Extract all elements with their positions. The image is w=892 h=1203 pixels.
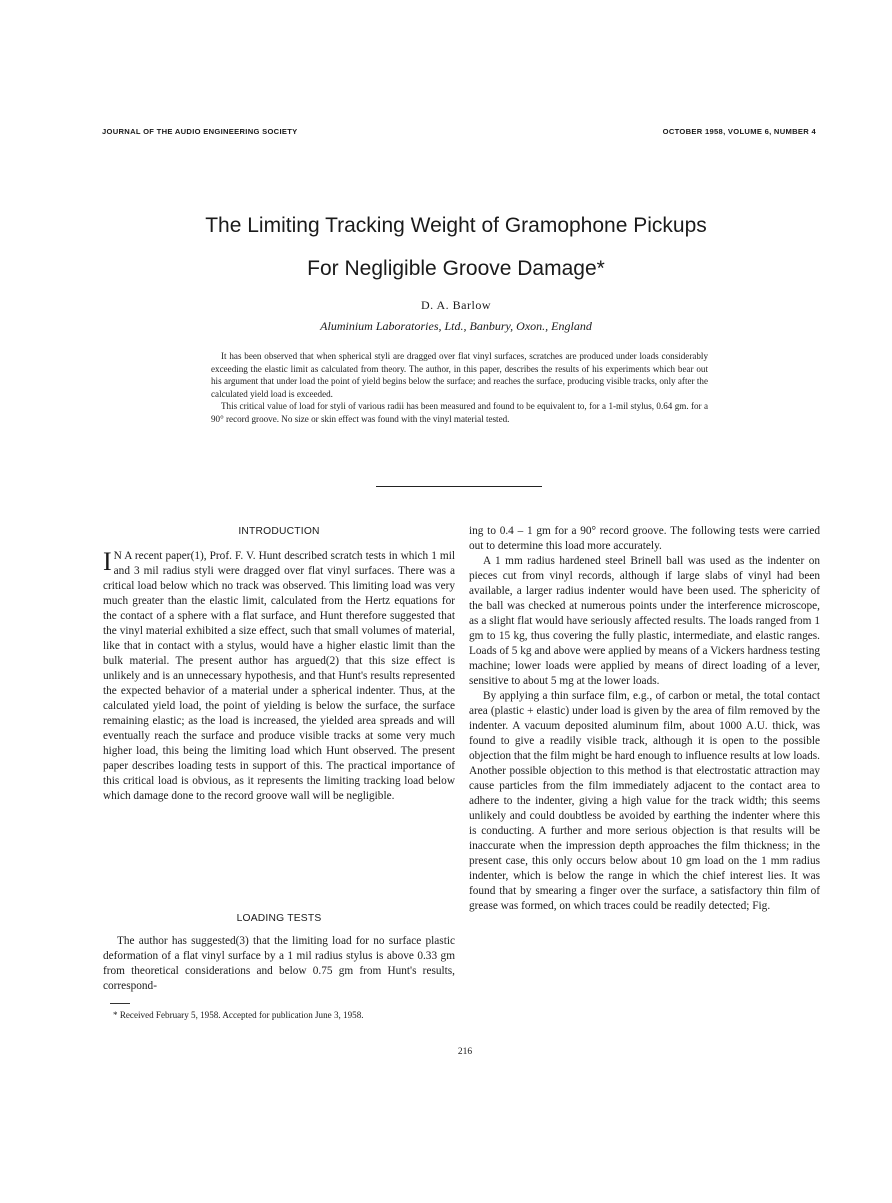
introduction-body: [103, 549, 455, 804]
right-paragraph-2: A 1 mm radius hardened steel Brinell ball was used as the indenter on pieces cut from vinyl records, although if large slabs of vinyl had been available, a larger radius indenter would have been used. The sphericity of the ball was checked at numerous points under the interference microscope, as a slight flat would have seriously affected results. The loads ranged from 1 gm to 15 kg, thus covering the fully plastic, intermediate, and elastic ranges. Loads of 5 kg and above were applied by means of a Vickers hardness testing machine; lower loads were applied by means of direct loading of a lever, sensitive to about 5 mg at the lower loads.: [469, 555, 820, 687]
section-heading-loading-tests: LOADING TESTS: [236, 913, 322, 924]
separator-rule: [376, 486, 542, 487]
drop-cap: I: [103, 547, 112, 576]
right-column-body: [469, 524, 820, 914]
right-paragraph-1: ing to 0.4 – 1 gm for a 90° record groove. The following tests were carried out to determine this load more accurately.: [469, 525, 820, 552]
author-name: D. A. Barlow: [421, 298, 491, 312]
footnote: * Received February 5, 1958. Accepted for publication June 3, 1958.: [113, 1010, 364, 1020]
author-affiliation: Aluminium Laboratories, Ltd., Banbury, Oxon., England: [320, 319, 592, 333]
abstract-paragraph-2: This critical value of load for styli of various radii has been measured and found to be equivalent to, for a 1-mil stylus, 0.64 gm. for a 90° record groove. No size or skin effect was found with the vinyl material tested.: [211, 401, 708, 424]
abstract-paragraph-1: It has been observed that when spherical styli are dragged over flat vinyl surfaces, scratches are produced under loads considerably exceeding the elastic limit as calculated from theory. The author, in this paper, describes the results of his experiments which bear out his argument that under load the point of yield begins below the surface; and reaches the surface, producing visible tracks, only after the calculated yield load is exceeded.: [211, 351, 708, 399]
paper-title-line2: For Negligible Groove Damage*: [307, 257, 605, 280]
issue-header: OCTOBER 1958, VOLUME 6, NUMBER 4: [662, 127, 816, 136]
paper-title-line1: The Limiting Tracking Weight of Gramophone Pickups: [205, 214, 707, 237]
introduction-paragraph: [103, 549, 455, 804]
page-number: 216: [457, 1047, 473, 1057]
right-paragraph-3: By applying a thin surface film, e.g., of carbon or metal, the total contact area (plastic + elastic) under load is given by the area of film removed by the indenter. A vacuum deposited aluminum film, about 1000 A.U. thick, was found to give a readily visible track, although it is open to the possible objection that the film might be hard enough to influence results at low loads. Another possible objection to this method is that electrostatic attraction may cause particles from the film immediately adjacent to the contact area to adhere to the indenter, giving a high value for the track width; this seems unlikely and could doubtless be avoided by earthing the indenter where this is conducting. A further and more serious objection is that results will be inaccurate when the impression depth approaches the film thickness; in the present case, this only occurs below about 10 gm load on the 1 mm radius indenter, which is below the range in which the chief interest lies. It was found that by smearing a finger over the surface, a satisfactory thin film of grease was formed, on which traces could be readily detected; Fig.: [469, 690, 820, 912]
loading-tests-body: [103, 934, 455, 994]
journal-header: JOURNAL OF THE AUDIO ENGINEERING SOCIETY: [102, 127, 298, 136]
introduction-text: N A recent paper(1), Prof. F. V. Hunt described scratch tests in which 1 mil and 3 mil radius styli were dragged over flat vinyl surfaces. There was a critical load below which no track was observed. This limiting load was very much greater than the elastic limit, calculated from the Hertz equations for the contact of a sphere with a flat surface, and Hunt therefore suggested that the vinyl material exhibited a size effect, such that small volumes of material, like that in contact with a stylus, would have a higher elastic limit than the bulk material. The present author has argued(2) that this size effect is unlikely and is an unnecessary hypothesis, and that Hunt's results represented the expected behavior of a material under a spherical indenter. Thus, at the calculated yield load, the point of yielding is below the surface, the surface remaining elastic; as the load is increased, the yielded area spreads and will eventually reach the surface and produce visible tracks at some very much higher load, this being the limiting load which Hunt observed. The present paper describes loading tests in support of this. The practical importance of this critical load is obvious, as it represents the limiting tracking load below which damage done to the record groove wall will be negligible.: [103, 550, 455, 802]
abstract: [211, 350, 708, 426]
loading-tests-paragraph: The author has suggested(3) that the limiting load for no surface plastic deformation of a flat vinyl surface by a 1 mil radius stylus is above 0.33 gm from theoretical considerations and below 0.75 gm from Hunt's results, correspond-: [103, 935, 455, 992]
section-heading-introduction: INTRODUCTION: [238, 526, 320, 537]
footnote-rule: [110, 1003, 130, 1004]
